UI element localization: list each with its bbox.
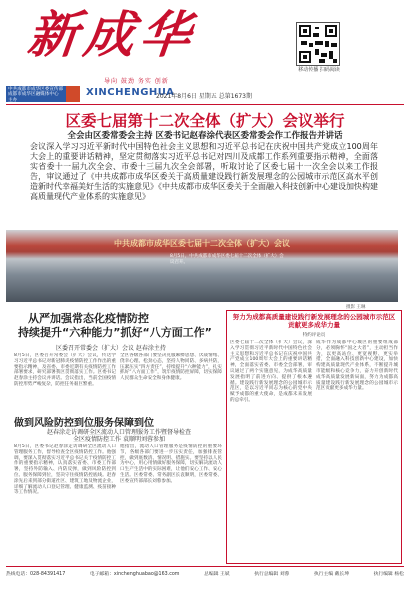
publisher-badge-icon bbox=[66, 86, 80, 102]
footer-rule bbox=[6, 566, 404, 567]
story3-subhead-line1: 赵春涂走访调研全区流动人口管理服务工作暨督导检查 bbox=[46, 429, 191, 436]
footer-editor3: 执行编辑 杨松 bbox=[373, 572, 404, 577]
photo-credit: 摄影 王琳 bbox=[346, 305, 366, 310]
story3-column-c: 8月5日，区委书记赵春涂走访调研全区流动人口管理服务工作，督导检查全区疫情防控工作。他强调，要深入贯彻落实习近平总书记关于疫情防控工作的重要指示精神，认真落实省委、市委工作部署，坚持外防输入、内防反弹，做到风险防控到位、服务保障到位，坚决守住疫情防控底线。赵春涂先后来到部分街道社区、建筑工地及物流企业，详细了解流动人口登记管理、健康监测、疫苗接种等工作情况。 bbox=[14, 444, 116, 496]
photo-caption: 8月5日，中共成都市成华区委七届十二次全体（扩大）会议召开。 bbox=[170, 254, 284, 265]
story2-subhead: 区委召开常委会（扩大）会议 赵春涂主持 bbox=[56, 345, 166, 352]
masthead-slogan: 导向 鼓劲 务实 创新 bbox=[104, 78, 169, 85]
lead-headline: 区委七届第十二次全体（扩大）会议举行 bbox=[65, 112, 345, 130]
masthead-rule bbox=[6, 104, 404, 105]
story2-headline-line2: 持续提升“六种能力”抓好“八方面工作” bbox=[18, 326, 212, 339]
lead-body: 会议深入学习习近平新时代中国特色社会主义思想和习近平总书记在庆祝中国共产党成立100周年大会上的重要讲话精神，坚定贯彻落实习近平总书记对四川及成都工作系列重要指示精神，全面落实省委十一届九次全会、市委十三届九次全会部署，听取讨论了区委七届十一次全会以来工作报告，审议通过了《中共成都市成华区委关于高质量建设践行新发展理念的公园城市示范区高水平创造新时代幸福美好生活的实施意见》《中共成都市成华区委关于全面融入科技创新中心建设加快构建高质量现代产业体系的实施意见》 bbox=[30, 142, 378, 201]
lead-subhead: 全会由区委常委会主持 区委书记赵春涂代表区委常委会作工作报告并讲话 bbox=[67, 131, 343, 141]
commentary-byline: 特约评论员 bbox=[302, 333, 326, 338]
story2-headline-line1: 从严加强常态化疫情防控 bbox=[28, 312, 149, 325]
qr-code-icon[interactable] bbox=[296, 22, 340, 66]
masthead-pinyin: XINCHENGHUA bbox=[86, 87, 175, 98]
qr-caption: 移动传播 扫码阅读 bbox=[298, 67, 340, 73]
footer-email[interactable]: 电子邮箱：xinchenghuabao@163.com bbox=[89, 572, 180, 577]
dateline: 2021年8月6日 星期五 总第1673期 bbox=[156, 93, 252, 100]
footer-editor2: 执行主编 戴长坤 bbox=[313, 572, 350, 577]
commentary-column-f: 成华作为成都中心城区的重要组成部分，必须胸怀“国之大者”，主动担当作为，以更高站位、更宽视野、更实举措，全面融入科技创新中心建设，加快构建高质量现代产业体系，不断提升城市能级和核心竞争力，奋力开创新时代成华高质量发展新局面，努力为成都高质量建设践行新发展理念的公园城市示范区贡献更多成华力量。 bbox=[316, 340, 398, 392]
footer bbox=[6, 570, 404, 577]
meeting-photo bbox=[6, 230, 398, 302]
story3-headline: 做到风险防控到位服务保障到位 bbox=[14, 418, 154, 429]
footer-editor: 总编辑 王斌 bbox=[204, 572, 230, 577]
commentary-column-e: 区委七届十二次全体（扩大）会议，深入学习贯彻习近平新时代中国特色社会主义思想和习近平总书记在庆祝中国共产党成立100周年大会上的重要讲话精神，全面落实省委、市委全会部署，审议通过了两个实施意见，为成华高质量发展指明了前进方向、提供了根本遵循。建设践行新发展理念的公园城市示范区，是以习近平同志为核心的党中央赋予成都的重大使命，是成都未来发展的总牵引。 bbox=[230, 340, 312, 403]
story3-subhead-line2: 全区疫情防控工作 袁顺明刘蓉参加 bbox=[73, 436, 165, 443]
footer-chief: 执行总编辑 刘蓉 bbox=[254, 572, 290, 577]
photo-banner: 中共成都市成华区委七届十二次全体（扩大）会议 bbox=[114, 239, 290, 248]
story3-column-d: 他指出，流动人口管理服务是疫情防控的重要环节，各级各部门要进一步压实责任，加强排查管控，做到底数清、情况明、措施实。要坚持以人民为中心，用心用情做好服务保障，切实解决流动人口生产生活中的实际困难，让他们安心工作、安心生活。区委常委、常务副区长袁顺明，区委常委、区委宣传部部长刘蓉参加。 bbox=[120, 444, 222, 484]
story2-column-b: 全区各级各部门要坚决克服麻痹思想、厌战情绪、侥幸心理、松劲心态，坚持人物同防、多病共防，压紧压实“四方责任”，持续提升“六种能力”，扎实抓好“八方面工作”，筑牢疫情防控屏障，切实保障人民群众生命安全和身体健康。 bbox=[120, 353, 222, 382]
masthead-title: 新成华 bbox=[24, 5, 200, 64]
publisher-box: 中共成都市成华区委宣传部 成都市成华区融媒体中心 主办 bbox=[6, 86, 66, 102]
commentary-title: 努力为成都高质量建设践行新发展理念的公园城市示范区贡献更多成华力量 bbox=[232, 313, 396, 329]
footer-hotline: 热线电话：028-84391417 bbox=[6, 572, 66, 577]
story2-column-a: 8月5日，区委召开常委会（扩大）会议，传达学习习近平总书记对新冠肺炎疫情防控工作作出的重要指示精神，及省委、市委近期有关疫情防控工作部署要求，研究部署我区贯彻落实工作。区委书记赵春涂主持会议并讲话。会议指出，当前全国疫情防控形势严峻复杂，防控任务艰巨繁重。 bbox=[14, 353, 116, 387]
